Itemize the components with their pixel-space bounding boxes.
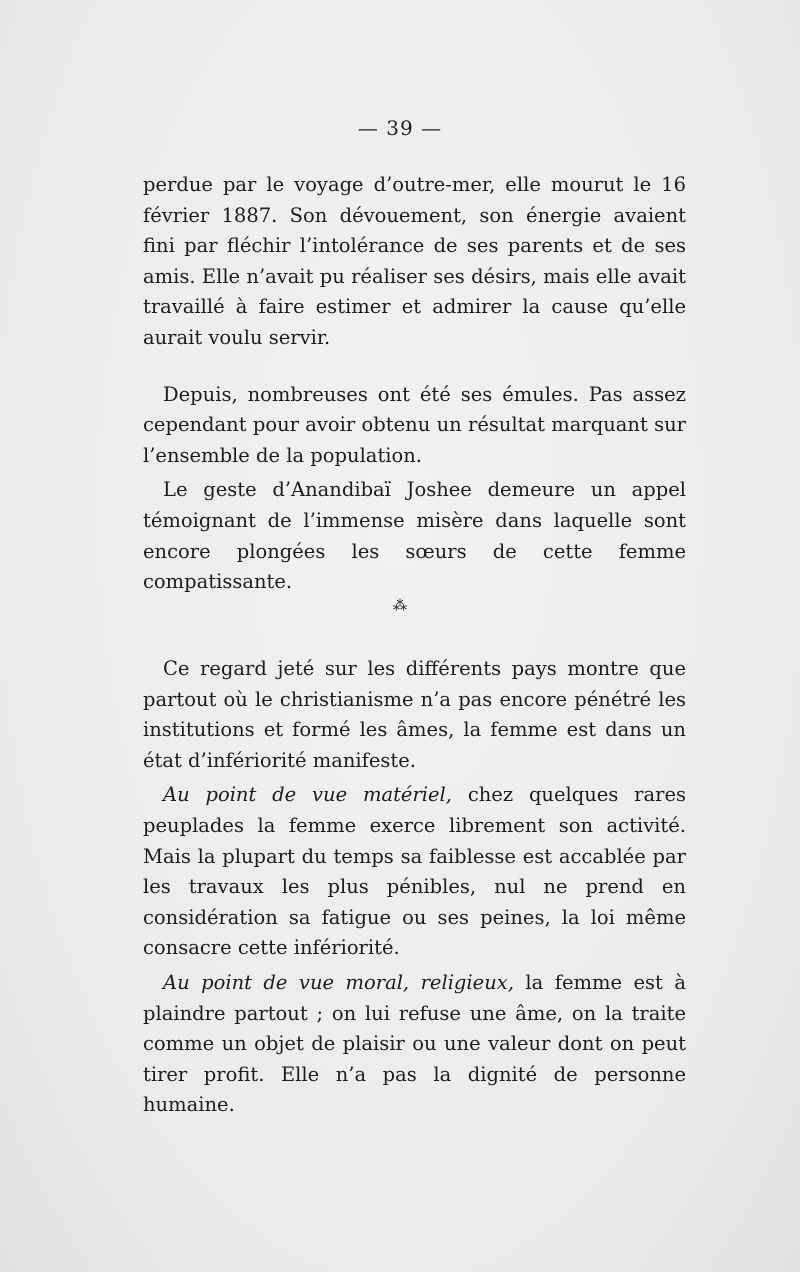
paragraph-1: perdue par le voyage d’outre-mer, elle mourut le 16 février 1887. Son dévouement, son énergie avaient fini par fléchir l’intolérance de ses parents et de ses amis. Elle n’avait pu réaliser ses désirs, mais elle avait travaillé à faire estimer et admirer la cause qu’elle aurait voulu servir. <box>143 173 686 349</box>
material-lead: Au point de vue matériel, <box>163 783 452 807</box>
asterism-glyph: ⁂ <box>393 598 407 614</box>
paragraph-4: Ce regard jeté sur les différents pays montre que partout où le christianisme n’a pas encore pénétré les institutions et formé les âmes, la femme est dans un état d’infériorité manifeste. <box>143 657 686 772</box>
text-block-upper <box>143 170 686 598</box>
paragraph-2: Depuis, nombreuses ont été ses émules. Pas assez cependant pour avoir obtenu un résultat marquant sur l’ensemble de la population. <box>143 382 686 467</box>
page-number: — 39 — <box>357 116 443 140</box>
paragraph-material <box>143 780 686 964</box>
material-rest: chez quelques rares peuplades la femme exerce librement son activité. Mais la plupart du temps sa faiblesse est accablée par les travaux les plus pénibles, nul ne prend en considération sa fatigue ou ses peines, la loi même consacre cette infériorité. <box>143 783 686 960</box>
paragraph-moral <box>143 968 686 1121</box>
moral-lead: Au point de vue moral, religieux, <box>163 970 514 994</box>
section-break-asterism <box>0 600 800 612</box>
paragraph-3: Le geste d’Anandibaï Joshee demeure un appel témoignant de l’immense misère dans laquelle sont encore plongées les sœurs de cette femme compatissante. <box>143 478 686 594</box>
text-block-lower <box>143 654 686 1121</box>
moral-rest: la femme est à plaindre partout ; on lui refuse une âme, on la traite comme un objet de plaisir ou une valeur dont on peut tirer profit. Elle n’a pas la dignité de personne humaine. <box>143 970 686 1117</box>
